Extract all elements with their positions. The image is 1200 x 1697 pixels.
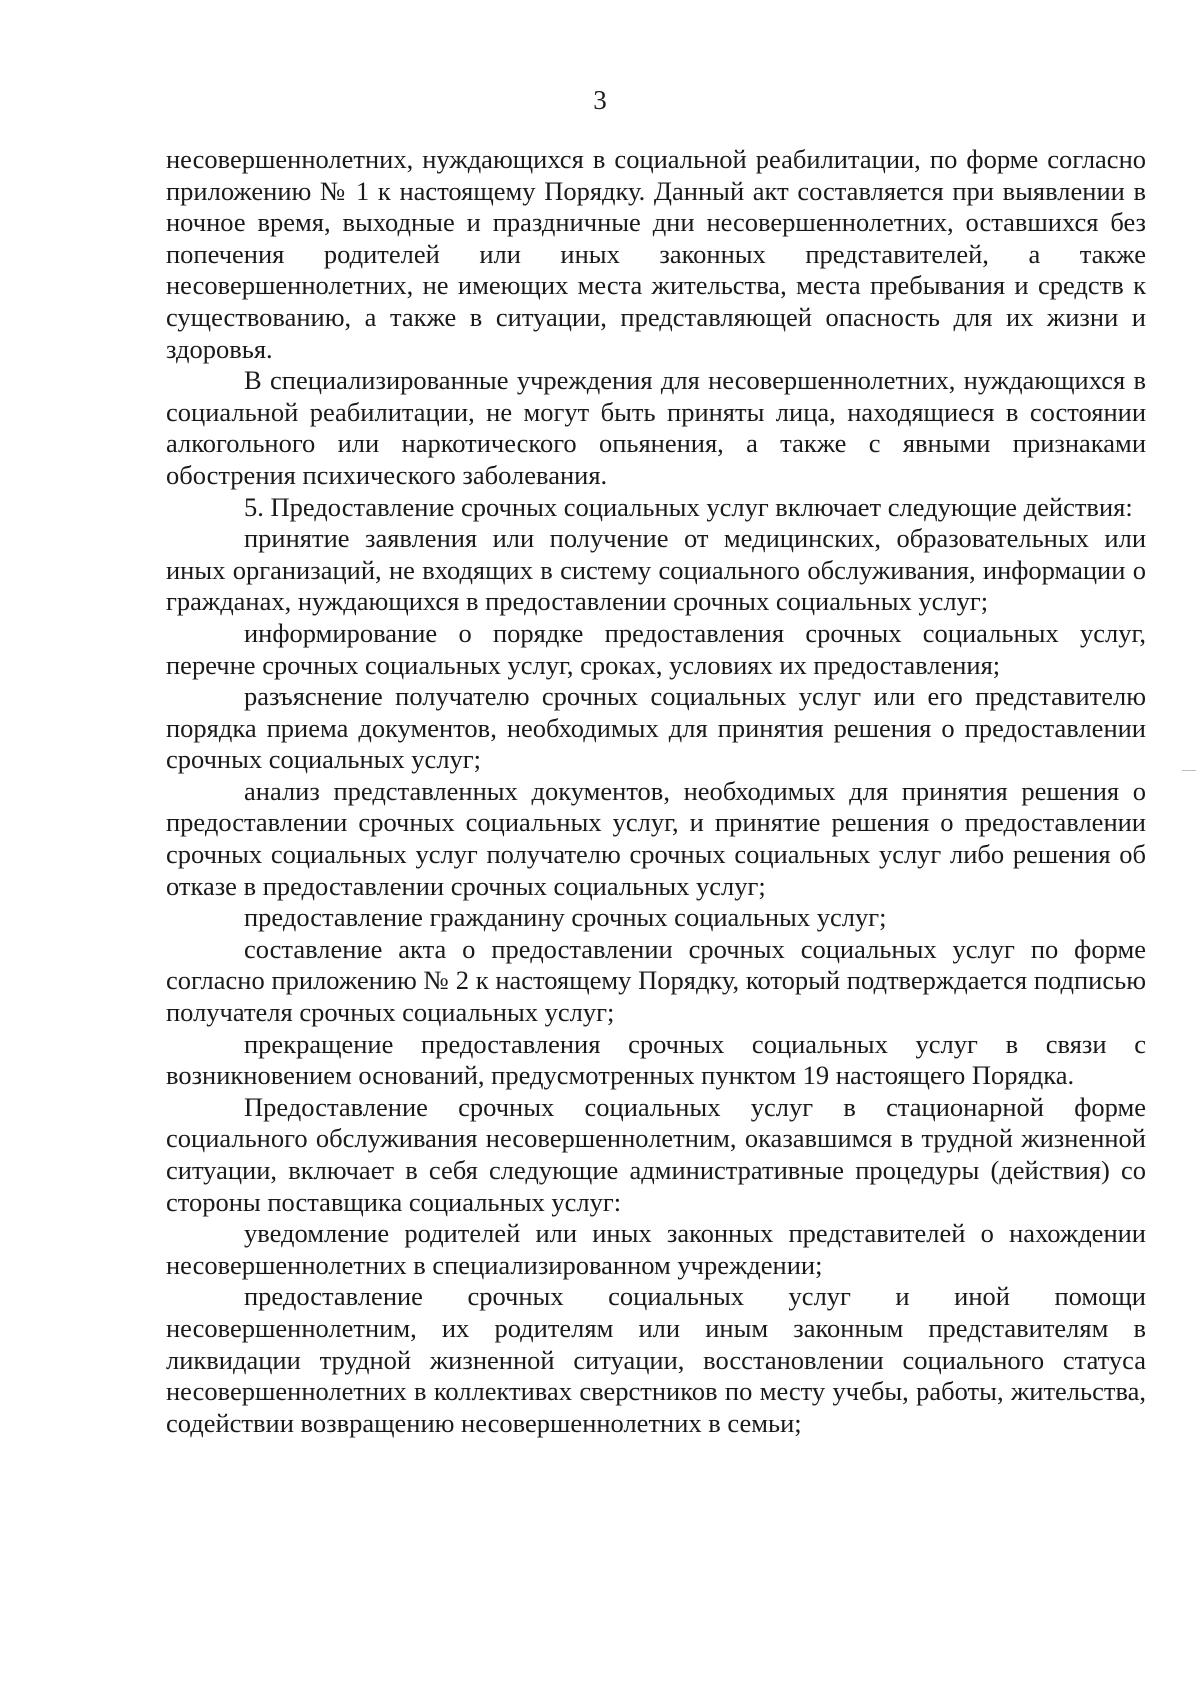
list-item-assistance: предоставление срочных социальных услуг и иной помощи несовершеннолетним, их родителям или иным законным представителям в ликвидации трудной жизненной ситуации, восстановлении социального статуса несовершеннолетних в коллективах сверстников по месту учебы, работы, жительства, содействии возвращению несовершеннолетних в семьи; xyxy=(166,1281,1146,1438)
list-item-informing: информирование о порядке предоставления срочных социальных услуг, перечне срочных социальных услуг, сроках, условиях их предоставления; xyxy=(166,617,1146,680)
list-item-act-drafting: составление акта о предоставлении срочных социальных услуг по форме согласно приложению № 2 к настоящему Порядку, который подтверждается подписью получателя срочных социальных услуг; xyxy=(166,933,1146,1028)
list-item-provision: предоставление гражданину срочных социальных услуг; xyxy=(244,902,887,933)
paragraph-stationary-form: Предоставление срочных социальных услуг в стационарной форме социального обслуживания несовершеннолетним, оказавшимся в трудной жизненной ситуации, включает в себя следующие административные процедуры (действия) со стороны поставщика социальных услуг: xyxy=(166,1091,1146,1217)
document-body xyxy=(166,144,1146,1439)
list-item-notification: уведомление родителей или иных законных представителей о нахождении несовершеннолетних в специализированном учреждении; xyxy=(166,1218,1146,1280)
scan-edge-mark xyxy=(1182,770,1196,771)
paragraph-item-5: 5. Предоставление срочных социальных услуг включает следующие действия: xyxy=(244,491,1133,522)
list-item-termination: прекращение предоставления срочных социальных услуг в связи с возникновением оснований, предусмотренных пунктом 19 настоящего Порядка. xyxy=(166,1028,1146,1091)
list-item-analysis: анализ представленных документов, необходимых для принятия решения о предоставлении срочных социальных услуг, и принятие решения о предоставлении срочных социальных услуг получателю срочных социальных услуг либо решения об отказе в предоставлении срочных социальных услуг; xyxy=(166,775,1146,901)
list-item-application: принятие заявления или получение от медицинских, образовательных или иных организаций, не входящих в систему социального обслуживания, информации о гражданах, нуждающихся в предоставлении срочных социальных услуг; xyxy=(166,523,1146,617)
paragraph-act-continuation: несовершеннолетних, нуждающихся в социальной реабилитации, по форме согласно приложению № 1 к настоящему Порядку. Данный акт составляется при выявлении в ночное время, выходные и праздничные дни несовершеннолетних, оставшихся без попечения родителей или иных законных представителей, а также несовершеннолетних, не имеющих места жительства, места пребывания и средств к существованию, а также в ситуации, представляющей опасность для их жизни и здоровья. xyxy=(166,144,1146,364)
paragraph-admission-restrictions: В специализированные учреждения для несовершеннолетних, нуждающихся в социальной реабилитации, не могут быть приняты лица, находящиеся в состоянии алкогольного или наркотического опьянения, а также с явными признаками обострения психического заболевания. xyxy=(166,365,1146,490)
page-number: 3 xyxy=(593,85,607,115)
list-item-explanation: разъяснение получателю срочных социальных услуг или его представителю порядка приема документов, необходимых для принятия решения о предоставлении срочных социальных услуг; xyxy=(166,681,1146,775)
